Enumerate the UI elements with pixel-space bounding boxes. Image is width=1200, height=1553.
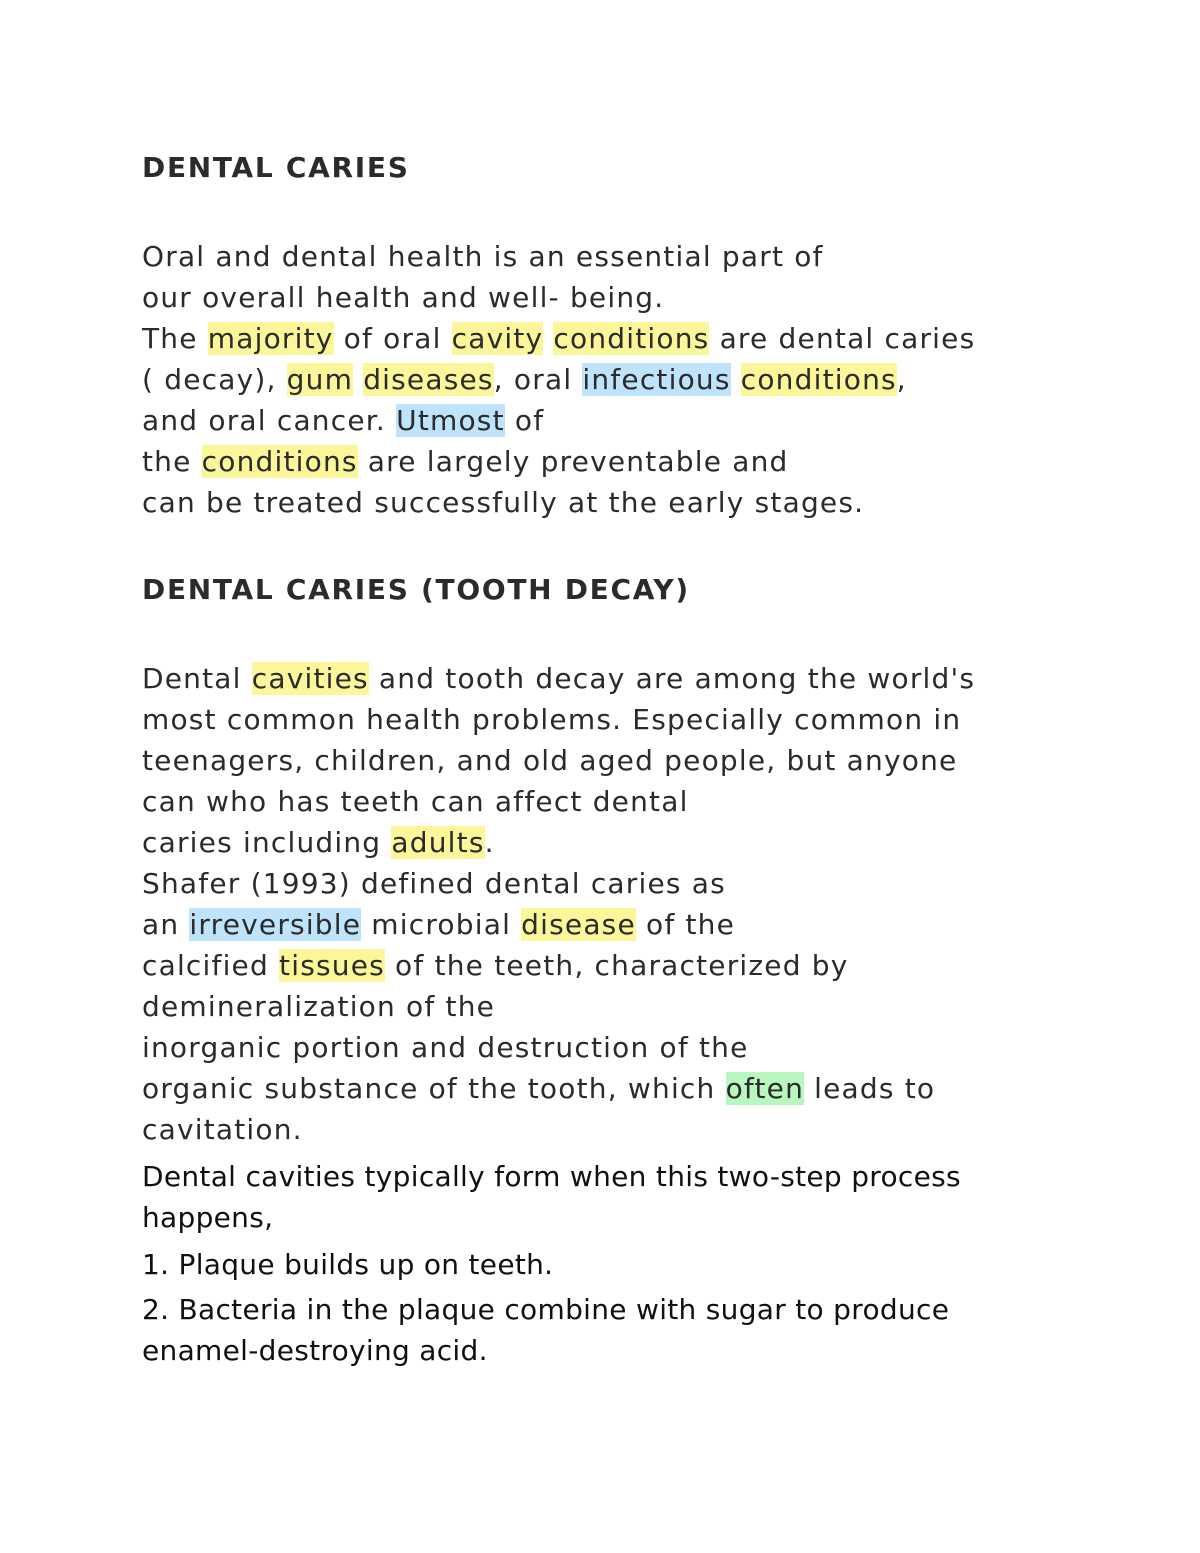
- text-run: organic substance of the tooth, which: [142, 1072, 726, 1105]
- list-item: [142, 1289, 949, 1371]
- text-run: microbial: [361, 908, 522, 941]
- highlighted-word: gum: [286, 363, 354, 396]
- text-line: [142, 318, 975, 359]
- text-line: [142, 658, 975, 699]
- text-run: are largely preventable and: [357, 445, 789, 478]
- text-line: our overall health and well- being.: [142, 281, 665, 314]
- highlighted-word: diseases: [363, 363, 494, 396]
- highlighted-word: tissues: [279, 949, 385, 982]
- text-run: [543, 322, 553, 355]
- text-run: and tooth decay are among the world's: [368, 662, 976, 695]
- highlighted-word: Utmost: [396, 404, 505, 437]
- text-line: [142, 359, 975, 400]
- text-run: caries including: [142, 826, 392, 859]
- text-line: [142, 822, 975, 863]
- heading-tooth-decay: DENTAL CARIES (TOOTH DECAY): [142, 573, 690, 606]
- text-line: most common health problems. Especially common in: [142, 703, 962, 736]
- text-run: [353, 363, 363, 396]
- text-line: happens,: [142, 1201, 274, 1234]
- text-run: leads to: [804, 1072, 936, 1105]
- definition-paragraph: [142, 658, 975, 1150]
- highlighted-word: conditions: [740, 363, 897, 396]
- text-run: and oral cancer.: [142, 404, 397, 437]
- text-line: demineralization of the: [142, 990, 496, 1023]
- text-line: inorganic portion and destruction of the: [142, 1031, 749, 1064]
- text-line: cavitation.: [142, 1113, 303, 1146]
- text-line: can be treated successfully at the early stages.: [142, 486, 865, 519]
- text-line: [142, 1068, 975, 1109]
- text-line: Shafer (1993) defined dental caries as: [142, 867, 726, 900]
- text-run: of: [504, 404, 545, 437]
- text-line: 1. Plaque builds up on teeth.: [142, 1248, 554, 1281]
- text-line: [142, 400, 975, 441]
- highlighted-word: infectious: [582, 363, 731, 396]
- text-run: calcified: [142, 949, 280, 982]
- highlighted-word: disease: [521, 908, 636, 941]
- text-run: , oral: [493, 363, 583, 396]
- list-item: [142, 1244, 553, 1285]
- text-run: of oral: [333, 322, 452, 355]
- highlighted-word: adults: [391, 826, 485, 859]
- text-line: [142, 945, 975, 986]
- highlighted-word: cavities: [251, 662, 369, 695]
- highlighted-word: conditions: [201, 445, 358, 478]
- text-line: [142, 904, 975, 945]
- text-run: are dental caries: [709, 322, 976, 355]
- text-run: of the teeth, characterized by: [384, 949, 849, 982]
- intro-paragraph: [142, 236, 975, 523]
- text-run: an: [142, 908, 190, 941]
- text-run: ,: [896, 363, 907, 396]
- text-line: enamel-destroying acid.: [142, 1334, 488, 1367]
- text-line: 2. Bacteria in the plaque combine with sugar to produce: [142, 1293, 950, 1326]
- highlighted-word: conditions: [553, 322, 710, 355]
- text-line: [142, 441, 975, 482]
- process-paragraph: [142, 1156, 961, 1238]
- text-line: can who has teeth can affect dental: [142, 785, 689, 818]
- text-run: Dental: [142, 662, 252, 695]
- highlighted-word: often: [725, 1072, 805, 1105]
- text-run: the: [142, 445, 202, 478]
- text-run: The: [142, 322, 208, 355]
- text-run: [731, 363, 741, 396]
- heading-dental-caries: DENTAL CARIES: [142, 151, 410, 184]
- text-line: teenagers, children, and old aged people, but anyone: [142, 744, 958, 777]
- text-line: Oral and dental health is an essential part of: [142, 240, 824, 273]
- highlighted-word: irreversible: [189, 908, 362, 941]
- text-run: .: [484, 826, 495, 859]
- text-line: Dental cavities typically form when this two-step process: [142, 1160, 961, 1193]
- text-run: ( decay),: [142, 363, 287, 396]
- text-run: of the: [635, 908, 736, 941]
- highlighted-word: majority: [207, 322, 334, 355]
- highlighted-word: cavity: [451, 322, 544, 355]
